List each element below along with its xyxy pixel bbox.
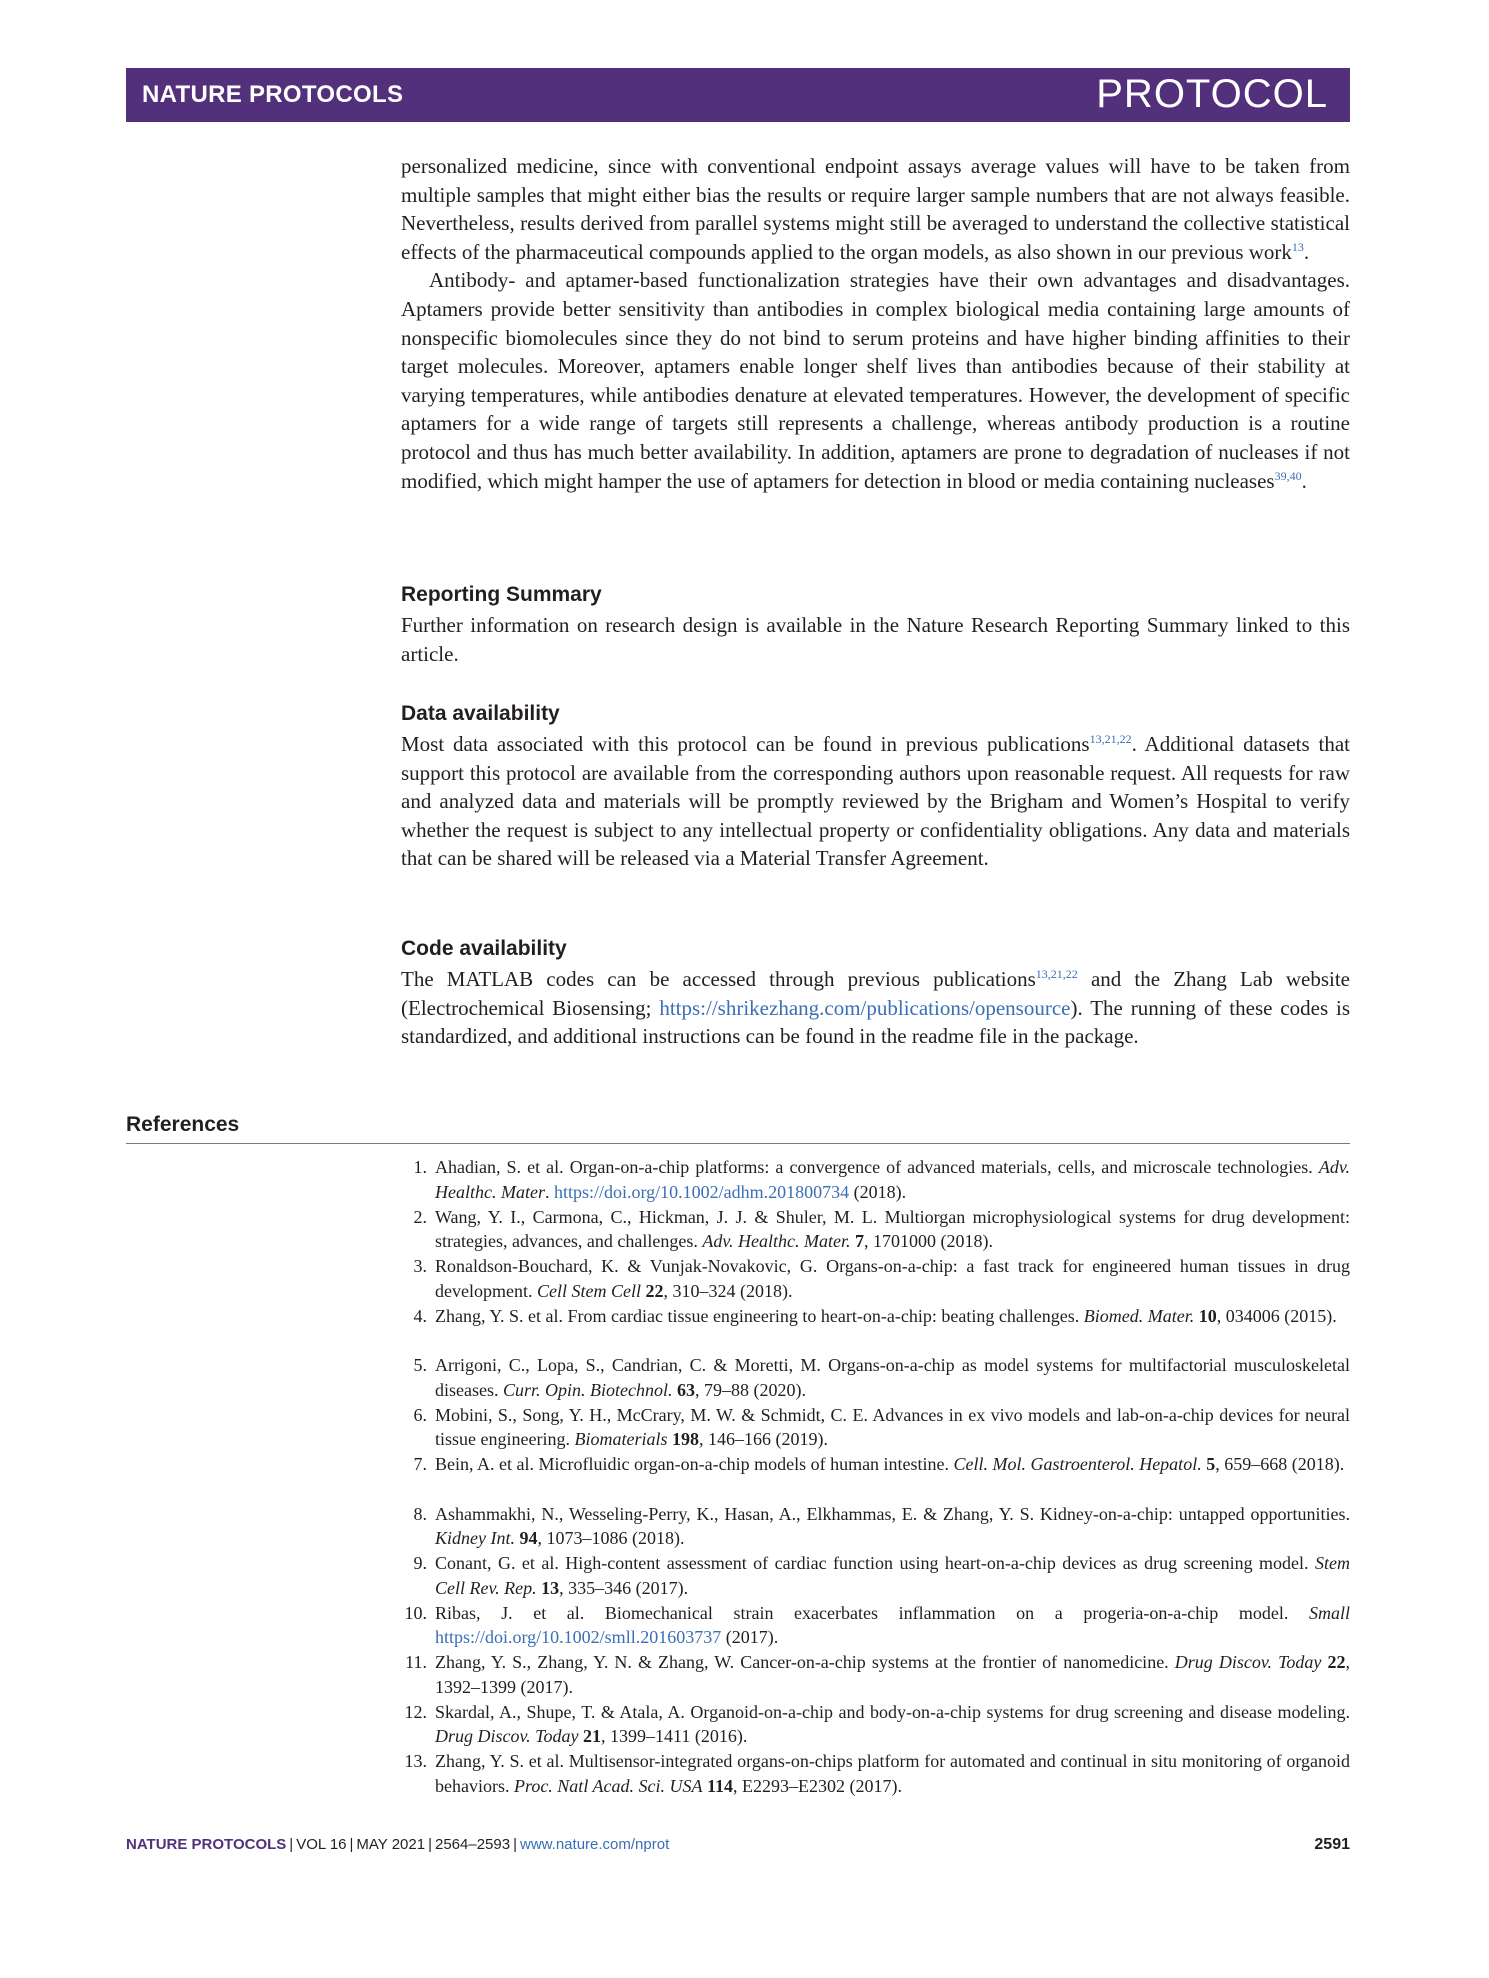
reference-pages-year: , 1073–1086 (2018). <box>537 1528 685 1548</box>
reference-number: 12. <box>404 1701 427 1722</box>
references-divider <box>126 1143 1350 1144</box>
header-bar <box>126 68 1350 122</box>
reference-pages-year: , 310–324 (2018). <box>663 1280 793 1301</box>
reference-item <box>401 1304 1350 1354</box>
reference-volume: 5 <box>1206 1454 1216 1474</box>
reference-pages-year: , 1399–1411 (2016). <box>601 1726 748 1746</box>
reference-number: 10. <box>404 1602 427 1623</box>
code-availability-section <box>401 965 1350 1051</box>
reference-number: 9. <box>413 1553 427 1573</box>
reference-authors-title: Ahadian, S. et al. Organ-on-a-chip platforms: a convergence of advanced materials, cells, and microscale technologies. <box>435 1157 1319 1177</box>
footer-url[interactable]: www.nature.com/nprot <box>520 1836 670 1853</box>
reporting-section <box>401 611 1350 668</box>
paragraph: Antibody- and aptamer-based functionalization strategies have their own advantages and disadvantages. Aptamers provide better sensitivity than antibodies in complex biological media containing large amounts of nonspecific biomolecules since they do not bind to serum proteins and have higher binding affinities to their target molecules. Moreover, aptamers enable longer shelf lives than antibodies because of their stability at varying temperatures, while antibodies denature at elevated temperatures. However, the development of specific aptamers for a wide range of targets still represents a challenge, whereas antibody production is a routine protocol and thus has much better availability. In addition, aptamers are prone to degradation of nucleases if not modified, which might hamper the use of aptamers for detection in blood or media containing nucleases$^{39,40}$. <box>401 268 1350 493</box>
reference-authors-title: Bein, A. et al. Microfluidic organ-on-a-chip models of human intestine. <box>435 1454 954 1474</box>
reference-journal: Adv. Healthc. Mater <box>435 1157 1350 1202</box>
footer-date: MAY 2021 <box>356 1836 426 1853</box>
reference-number: 7. <box>413 1454 427 1474</box>
citation[interactable]: 39,40 <box>1274 468 1302 483</box>
citation[interactable]: 13 <box>1291 239 1304 254</box>
reference-authors-title: Arrigoni, C., Lopa, S., Candrian, C. & Moretti, M. Organs-on-a-chip as model systems for multifactorial musculoskeletal diseases. <box>435 1355 1350 1400</box>
reference-item <box>401 1502 1350 1552</box>
paragraph: The MATLAB codes can be accessed through previous publications$^{13,21,22}$ and the Zhang Lab website (Electrochemical Biosensing; https://shrikezhang.com/publications/opensource). The running of these codes is standardized, and additional instructions can be found in the readme file in the package. <box>401 967 1350 1049</box>
section-heading-reporting: Reporting Summary <box>401 583 602 606</box>
data-availability-section <box>401 730 1350 873</box>
reference-volume: 10 <box>1198 1305 1217 1326</box>
reference-number: 3. <box>413 1256 427 1276</box>
reference-authors-title: Conant, G. et al. High-content assessment of cardiac function using heart-on-a-chip devices as drug screening model. <box>435 1553 1315 1573</box>
reference-pages-year: , 1701000 (2018). <box>864 1231 994 1251</box>
reference-number: 6. <box>413 1404 427 1425</box>
section-heading-data: Data availability <box>401 702 560 725</box>
reference-journal: Small <box>1308 1602 1350 1623</box>
reference-journal: Adv. Healthc. Mater. <box>702 1231 851 1251</box>
footer-volume: VOL 16 <box>296 1836 347 1853</box>
reference-item <box>401 1254 1350 1304</box>
reference-pages-year: , 1392–1399 (2017). <box>435 1652 1351 1697</box>
reference-item <box>401 1452 1350 1502</box>
reference-volume: 13 <box>541 1577 560 1598</box>
reference-item <box>401 1749 1350 1799</box>
reference-journal: Proc. Natl Acad. Sci. USA <box>513 1775 703 1796</box>
references-heading: References <box>126 1113 240 1136</box>
journal-name: NATURE PROTOCOLS <box>142 81 404 108</box>
page-number: 2591 <box>1314 1836 1350 1853</box>
reference-item <box>401 1700 1350 1750</box>
reference-volume: 63 <box>676 1379 695 1400</box>
reference-journal: Drug Discov. Today <box>435 1726 579 1746</box>
reference-item <box>401 1650 1350 1700</box>
reference-authors-title: Ronaldson-Bouchard, K. & Vunjak-Novakovic, G. Organs-on-a-chip: a fast track for engineered human tissues in drug development. <box>435 1256 1350 1301</box>
reference-pages-year: , 034006 (2015). <box>1216 1305 1337 1326</box>
footer-pages: 2564–2593 <box>435 1836 511 1853</box>
reference-number: 8. <box>413 1503 427 1524</box>
reference-volume: 114 <box>706 1775 733 1796</box>
reference-authors-title: Wang, Y. I., Carmona, C., Hickman, J. J. & Shuler, M. L. Multiorgan microphysiological systems for drug development: strategies, advances, and challenges. <box>435 1206 1350 1251</box>
reference-pages-year: , E2293–E2302 (2017). <box>732 1775 902 1796</box>
reference-volume: 7 <box>855 1231 865 1251</box>
reference-item <box>401 1353 1350 1403</box>
reference-journal: Drug Discov. Today <box>1174 1652 1322 1672</box>
reference-doi-link[interactable]: https://doi.org/10.1002/adhm.201800734 <box>553 1181 850 1202</box>
page-footer: NATURE PROTOCOLS | VOL 16 | MAY 2021 | 2564–2593 | www.nature.com/nprot 2591 <box>126 1836 1350 1853</box>
reference-journal: Biomaterials <box>574 1429 668 1449</box>
reference-pages-year: , 335–346 (2017). <box>559 1577 689 1598</box>
reference-authors-title: Ribas, J. et al. Biomechanical strain exacerbates inflammation on a progeria-on-a-chip model. <box>435 1602 1309 1623</box>
reference-number: 11. <box>405 1652 427 1672</box>
citation[interactable]: 13,21,22 <box>1035 967 1078 981</box>
reference-journal: Cell Stem Cell <box>536 1280 641 1301</box>
section-heading-code: Code availability <box>401 937 567 960</box>
reference-pages-year: , 146–166 (2019). <box>698 1429 828 1449</box>
reference-authors-title: Zhang, Y. S., Zhang, Y. N. & Zhang, W. Cancer-on-a-chip systems at the frontier of nanomedicine. <box>435 1652 1175 1672</box>
reference-volume: 22 <box>1327 1652 1346 1672</box>
reference-journal: Curr. Opin. Biotechnol. <box>502 1379 673 1400</box>
reference-number: 13. <box>404 1751 427 1771</box>
reference-number: 5. <box>413 1355 427 1375</box>
reference-item <box>401 1205 1350 1255</box>
reference-pages-year: (2018). <box>849 1181 907 1202</box>
reference-journal: Stem Cell Rev. Rep. <box>435 1553 1350 1598</box>
reference-volume: 21 <box>583 1726 601 1746</box>
paragraph: Most data associated with this protocol can be found in previous publications$^{13,21,22}$. Additional datasets that support this protocol are available from the corresponding authors upon reasonable request. All requests for raw and analyzed data and materials will be promptly reviewed by the Brigham and Women’s Hospital to verify whether the request is subject to any intellectual property or confidentiality obligations. Any data and materials that can be shared will be released via a Material Transfer Agreement. <box>401 732 1350 871</box>
reference-pages-year: (2017). <box>721 1627 779 1647</box>
reference-journal: Cell. Mol. Gastroenterol. Hepatol. <box>953 1454 1202 1474</box>
reference-number: 1. <box>413 1157 427 1177</box>
paragraph: personalized medicine, since with conventional endpoint assays average values will have to be taken from multiple samples that might either bias the results or require larger sample numbers that are not always feasible. Nevertheless, results derived from parallel systems might still be averaged to understand the collective statistical effects of the pharmaceutical compounds applied to the organ models, as also shown in our previous work$^{13}$. <box>401 154 1350 264</box>
opensource-link[interactable]: https://shrikezhang.com/publications/opensource <box>659 995 1071 1020</box>
reference-separator: . <box>544 1181 554 1202</box>
reference-journal: Kidney Int. <box>435 1528 515 1548</box>
reference-item <box>401 1551 1350 1601</box>
reference-journal: Biomed. Mater. <box>1083 1305 1195 1326</box>
article-type: PROTOCOL <box>1096 72 1328 116</box>
reference-authors-title: Zhang, Y. S. et al. From cardiac tissue engineering to heart-on-a-chip: beating challenges. <box>435 1305 1084 1326</box>
reference-volume: 198 <box>671 1429 699 1449</box>
reference-item <box>401 1155 1350 1205</box>
reference-volume: 94 <box>519 1528 538 1548</box>
reference-item <box>401 1601 1350 1651</box>
reference-authors-title: Zhang, Y. S. et al. Multisensor-integrated organs-on-chips platform for automated and continual in situ monitoring of organoid behaviors. <box>435 1751 1350 1796</box>
citation[interactable]: 13,21,22 <box>1089 732 1132 746</box>
reference-volume: 22 <box>645 1280 664 1301</box>
reference-number: 4. <box>413 1305 427 1326</box>
reference-authors-title: Ashammakhi, N., Wesseling-Perry, K., Hasan, A., Elkhammas, E. & Zhang, Y. S. Kidney-on-a-chip: untapped opportunities. <box>435 1503 1350 1524</box>
reference-pages-year: , 79–88 (2020). <box>694 1379 806 1400</box>
reference-pages-year: , 659–668 (2018). <box>1215 1454 1345 1474</box>
reference-authors-title: Mobini, S., Song, Y. H., McCrary, M. W. & Schmidt, C. E. Advances in ex vivo models and lab-on-a-chip devices for neural tissue engineering. <box>435 1404 1350 1449</box>
reference-item <box>401 1403 1350 1453</box>
reference-doi-link[interactable]: https://doi.org/10.1002/smll.201603737 <box>435 1627 722 1647</box>
footer-journal: NATURE PROTOCOLS <box>126 1836 287 1853</box>
reference-number: 2. <box>413 1206 427 1227</box>
reference-authors-title: Skardal, A., Shupe, T. & Atala, A. Organoid-on-a-chip and body-on-a-chip systems for drug screening and disease modeling. <box>435 1701 1350 1722</box>
intro-section <box>401 152 1350 495</box>
paragraph: Further information on research design is available in the Nature Research Reporting Summary linked to this article. <box>401 613 1350 666</box>
reference-list <box>401 1155 1350 1799</box>
